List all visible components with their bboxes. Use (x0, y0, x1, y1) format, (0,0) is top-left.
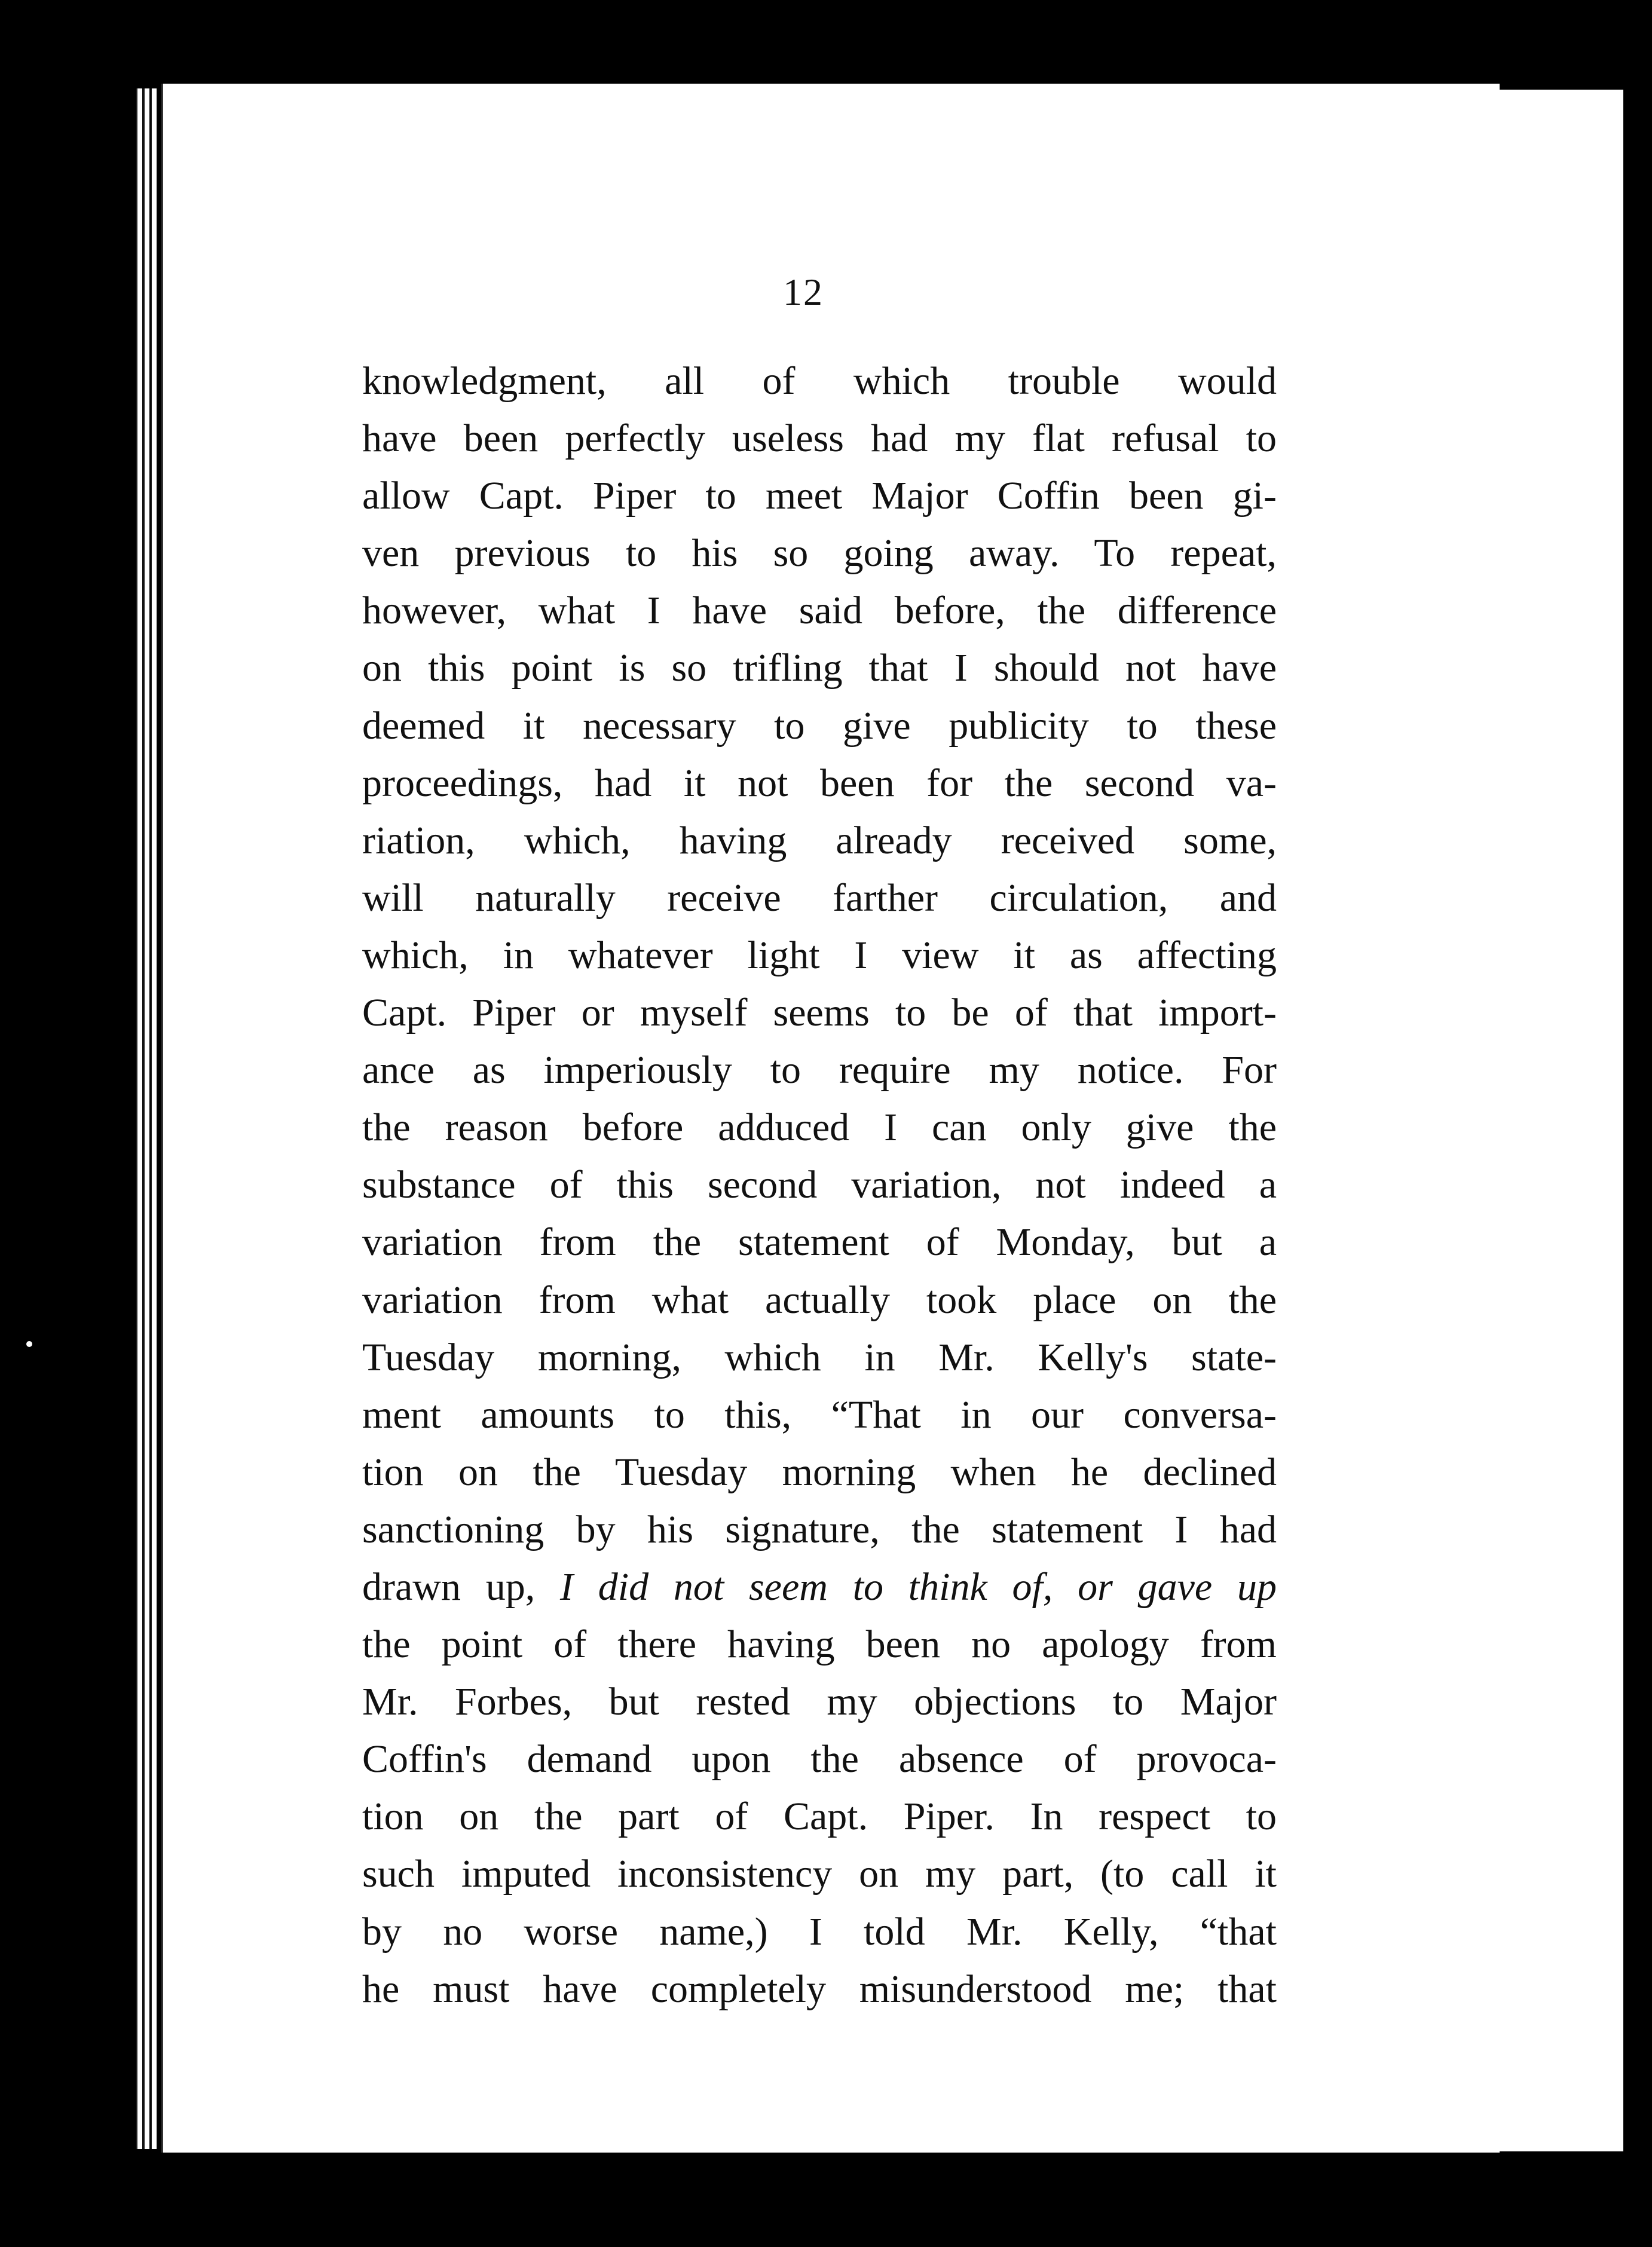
text-line: riation, which, having already received some, (362, 818, 1277, 862)
text-line: such imputed inconsistency on my part, (to call it (362, 1852, 1277, 1896)
dust-speck (26, 1341, 32, 1347)
page-edge (143, 88, 149, 2149)
text-line: allow Capt. Piper to meet Major Coffin been gi- (362, 474, 1277, 518)
text-line: Tuesday morning, which in Mr. Kelly's state- (362, 1335, 1277, 1379)
text-line: variation from what actually took place on the (362, 1278, 1277, 1322)
text-line: have been perfectly useless had my flat refusal to (362, 417, 1277, 461)
text-line: substance of this second variation, not indeed a (362, 1163, 1277, 1207)
text-line: by no worse name,) I told Mr. Kelly, “that (362, 1909, 1277, 1954)
text-line: tion on the Tuesday morning when he declined (362, 1450, 1277, 1494)
italic-fragment: I did not seem to think of, or gave up (560, 1565, 1277, 1609)
text-line: on this point is so trifling that I should not have (362, 646, 1277, 690)
text-line: which, in whatever light I view it as affecting (362, 933, 1277, 977)
text-line: variation from the statement of Monday, but a (362, 1220, 1277, 1265)
page-edge (136, 88, 142, 2149)
text-line: however, what I have said before, the difference (362, 589, 1277, 633)
text-line: Coffin's demand upon the absence of provoca- (362, 1737, 1277, 1781)
text-line: the point of there having been no apology from (362, 1623, 1277, 1667)
text-line: knowledgment, all of which trouble would (362, 359, 1277, 403)
text-line: tion on the part of Capt. Piper. In respect to (362, 1795, 1277, 1839)
facing-page (1494, 90, 1623, 2151)
text-line: deemed it necessary to give publicity to these (362, 703, 1277, 748)
body-text (362, 353, 1277, 2018)
page-number: 12 (783, 271, 824, 313)
text-line: ance as imperiously to require my notice. For (362, 1048, 1277, 1092)
text-line: he must have completely misunderstood me; that (362, 1967, 1277, 2011)
text-line: will naturally receive farther circulation, and (362, 875, 1277, 920)
text-line: the reason before adduced I can only give the (362, 1106, 1277, 1150)
page-edge (151, 88, 157, 2149)
text-line: Mr. Forbes, but rested my objections to Major (362, 1680, 1277, 1724)
text-line: Capt. Piper or myself seems to be of that import- (362, 991, 1277, 1035)
text-line: sanctioning by his signature, the statement I had (362, 1507, 1277, 1551)
text-line: ven previous to his so going away. To repeat, (362, 531, 1277, 575)
text-line: proceedings, had it not been for the second va- (362, 761, 1277, 805)
text-line: ment amounts to this, “That in our conversa- (362, 1392, 1277, 1437)
text-line-italic (362, 1559, 1277, 1616)
roman-fragment: drawn up, (362, 1565, 536, 1609)
